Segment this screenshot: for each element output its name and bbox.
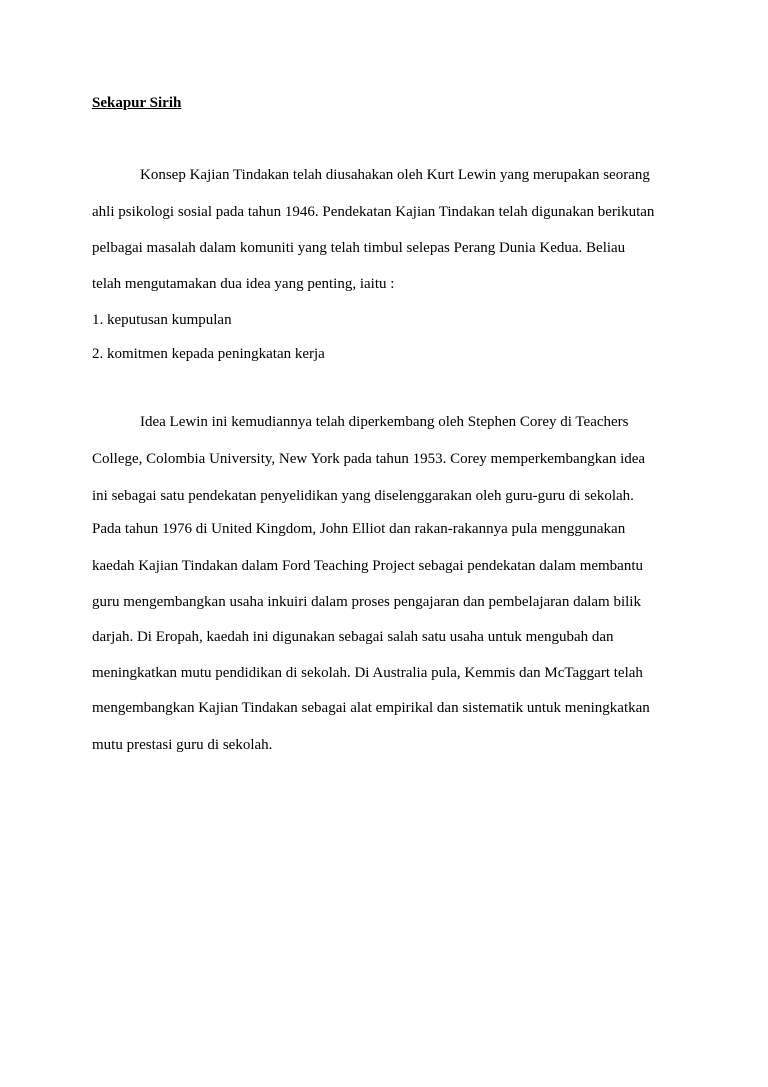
paragraph-2-line-3: ini sebagai satu pendekatan penyelidikan yang diselenggarakan oleh guru-guru di sekolah.	[92, 488, 634, 504]
paragraph-2-line-4: Pada tahun 1976 di United Kingdom, John Elliot dan rakan-rakannya pula menggunakan	[92, 521, 626, 537]
paragraph-1-line-3: pelbagai masalah dalam komuniti yang telah timbul selepas Perang Dunia Kedua. Beliau	[92, 240, 626, 256]
paragraph-1-line-1: Konsep Kajian Tindakan telah diusahakan oleh Kurt Lewin yang merupakan seorang	[140, 167, 650, 183]
list-item-1: 1. keputusan kumpulan	[92, 312, 232, 328]
paragraph-2-line-1: Idea Lewin ini kemudiannya telah diperkembang oleh Stephen Corey di Teachers	[140, 414, 629, 430]
list-item-2: 2. komitmen kepada peningkatan kerja	[92, 346, 325, 362]
paragraph-2-line-10: mutu prestasi guru di sekolah.	[92, 737, 273, 753]
paragraph-1-line-4: telah mengutamakan dua idea yang penting, iaitu :	[92, 276, 395, 292]
paragraph-2-line-8: meningkatkan mutu pendidikan di sekolah. Di Australia pula, Kemmis dan McTaggart telah	[92, 665, 643, 681]
paragraph-2-line-7: darjah. Di Eropah, kaedah ini digunakan sebagai salah satu usaha untuk mengubah dan	[92, 629, 614, 645]
paragraph-2-line-9: mengembangkan Kajian Tindakan sebagai alat empirikal dan sistematik untuk meningkatkan	[92, 700, 650, 716]
paragraph-2-line-6: guru mengembangkan usaha inkuiri dalam proses pengajaran dan pembelajaran dalam bilik	[92, 594, 641, 610]
paragraph-2-line-2: College, Colombia University, New York pada tahun 1953. Corey memperkembangkan idea	[92, 451, 646, 467]
paragraph-2-line-5: kaedah Kajian Tindakan dalam Ford Teaching Project sebagai pendekatan dalam membantu	[92, 558, 644, 574]
paragraph-1-line-2: ahli psikologi sosial pada tahun 1946. Pendekatan Kajian Tindakan telah digunakan berikutan	[92, 204, 655, 220]
page-title: Sekapur Sirih	[92, 95, 182, 111]
